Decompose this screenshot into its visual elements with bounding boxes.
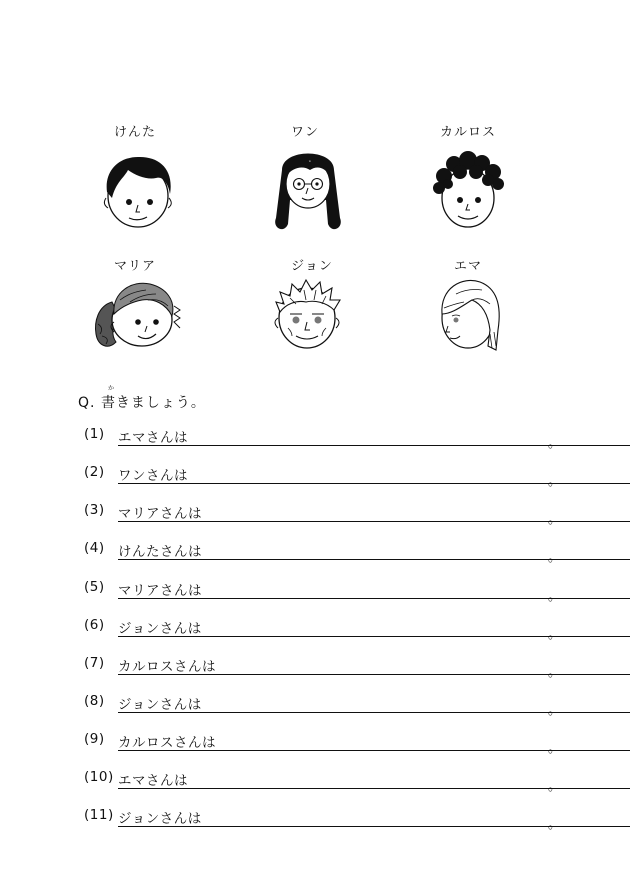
row-number: (2)	[84, 464, 105, 480]
row-subject: ジョンさんは	[118, 811, 202, 827]
row-period: 。	[548, 665, 562, 680]
question-prefix: Q.	[78, 395, 96, 411]
name-maria: マリア	[113, 259, 156, 274]
name-emma: エマ	[453, 259, 482, 274]
carlos-face-illustration	[430, 150, 510, 234]
row-period: 。	[548, 436, 562, 451]
row-period: 。	[548, 589, 562, 604]
row-number: (1)	[84, 426, 105, 442]
row-number: (8)	[84, 693, 105, 709]
emma-face-illustration	[432, 274, 506, 354]
row-period: 。	[548, 741, 562, 756]
row-period: 。	[548, 817, 562, 832]
row-subject: ジョンさんは	[118, 697, 202, 713]
answer-row[interactable]	[84, 769, 562, 794]
row-period: 。	[548, 550, 562, 565]
row-subject: カルロスさんは	[118, 659, 216, 675]
answer-row[interactable]	[84, 502, 562, 527]
row-subject: けんたさんは	[118, 544, 202, 560]
row-number: (9)	[84, 731, 105, 747]
row-subject: マリアさんは	[118, 583, 202, 599]
answer-row[interactable]	[84, 807, 562, 832]
row-subject: エマさんは	[118, 430, 188, 446]
row-subject: カルロスさんは	[118, 735, 216, 751]
question-heading	[78, 392, 206, 412]
answer-row[interactable]	[84, 579, 562, 604]
name-kenta: けんた	[113, 125, 156, 140]
row-subject: マリアさんは	[118, 506, 202, 522]
answer-row[interactable]	[84, 617, 562, 642]
answer-row[interactable]	[84, 655, 562, 680]
wan-face-illustration	[266, 140, 350, 236]
answer-row[interactable]	[84, 426, 562, 451]
row-period: 。	[548, 474, 562, 489]
maria-face-illustration	[90, 276, 186, 354]
name-carlos: カルロス	[439, 125, 496, 140]
row-period: 。	[548, 627, 562, 642]
row-number: (5)	[84, 579, 105, 595]
row-number: (6)	[84, 617, 105, 633]
name-john: ジョン	[291, 259, 333, 274]
question-title: 書きましょう。	[100, 395, 206, 411]
row-number: (10)	[84, 769, 114, 785]
row-subject: エマさんは	[118, 773, 188, 789]
row-period: 。	[548, 512, 562, 527]
kenta-face-illustration	[98, 152, 180, 234]
answer-row[interactable]	[84, 464, 562, 489]
answer-row[interactable]	[84, 731, 562, 756]
row-period: 。	[548, 779, 562, 794]
row-number: (3)	[84, 502, 105, 518]
row-subject: ワンさんは	[118, 468, 188, 484]
row-number: (4)	[84, 540, 105, 556]
row-subject: ジョンさんは	[118, 621, 202, 637]
row-period: 。	[548, 703, 562, 718]
row-number: (11)	[84, 807, 114, 823]
name-wan: ワン	[290, 125, 319, 140]
answer-row[interactable]	[84, 693, 562, 718]
ruby-furigana: か	[108, 385, 115, 392]
row-number: (7)	[84, 655, 105, 671]
john-face-illustration	[270, 276, 344, 352]
answer-row[interactable]	[84, 540, 562, 565]
